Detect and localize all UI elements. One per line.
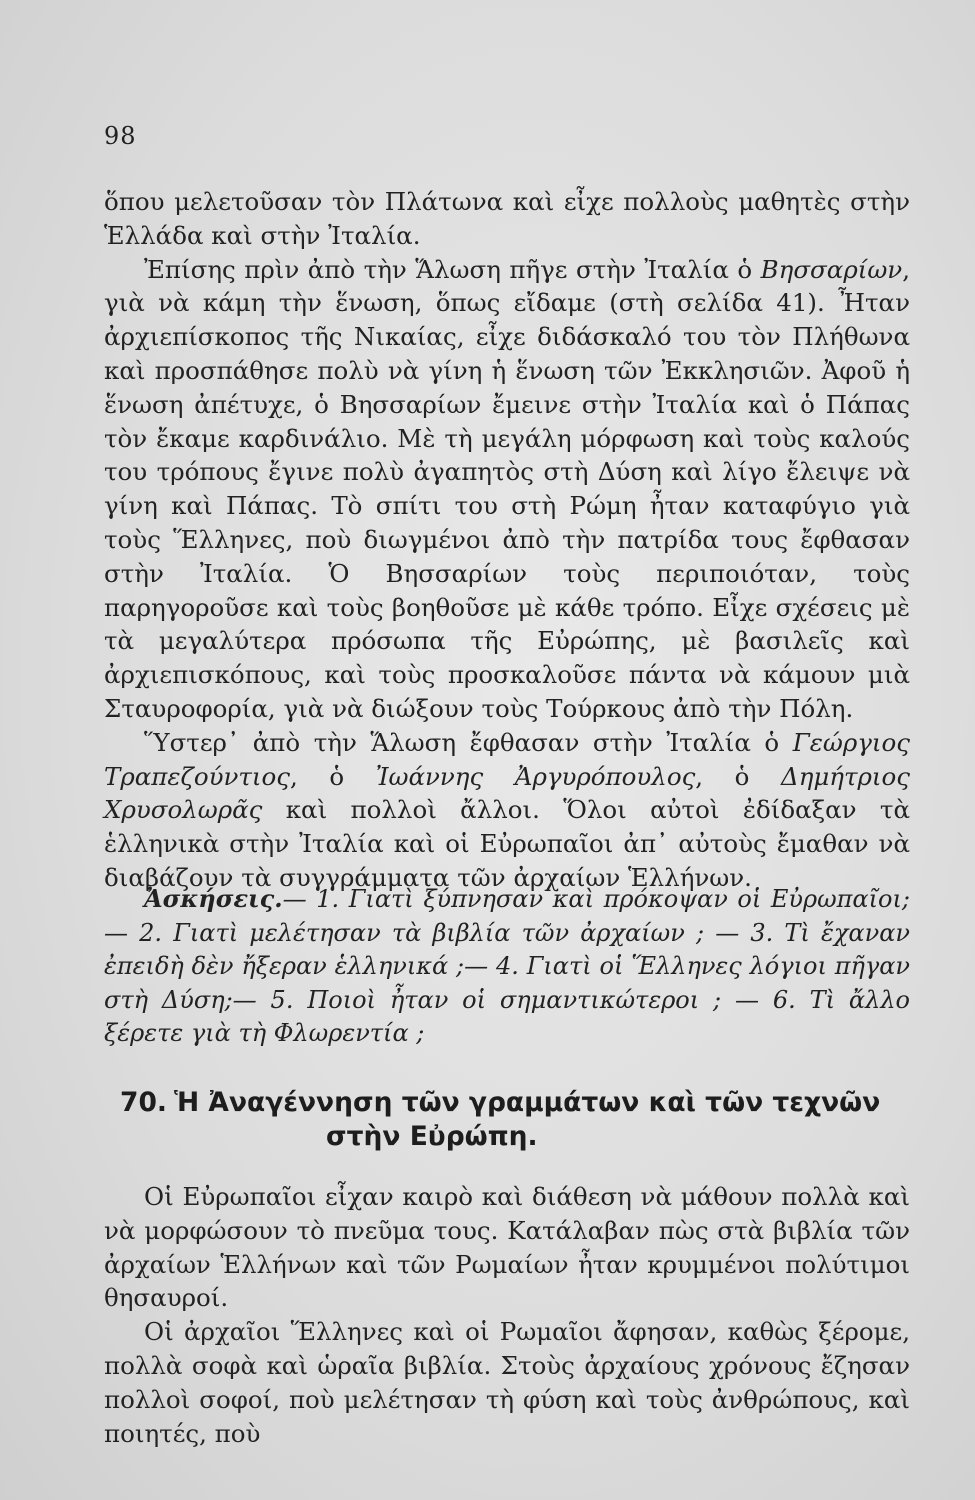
paragraph-europeans: Οἱ Εὐρωπαῖοι εἶχαν καιρὸ καὶ διάθεση νὰ μάθουν πολλὰ καὶ νὰ μορφώσουν τὸ πνεῦμα τους. Κατάλαβαν πὼς στὰ βιβλία τῶν ἀρχαίων Ἑλλήνων καὶ τῶν Ρωμαίων ἦταν κρυμμένοι πολύτιμοι θησαυροί. (104, 1182, 910, 1313)
section-title-line2: στὴν Εὐρώπη. (326, 1121, 538, 1152)
text-segment: Ὕστερ᾿ ἀπὸ τὴν Ἅλωση ἔφθασαν στὴν Ἰταλία ὁ (144, 727, 793, 757)
section-body (104, 1180, 910, 1450)
text-segment: , ὁ (290, 761, 376, 791)
page-number: 98 (104, 122, 137, 150)
exercises-text: — 1. Γιατὶ ξύπνησαν καὶ πρόκοψαν οἱ Εὐρωπαῖοι;— 2. Γιατὶ μελέτησαν τὰ βιβλία τῶν ἀρχαίων ; — 3. Τὶ ἔχαναν ἐπειδὴ δὲν ἤξεραν ἑλληνικά ;— 4. Γιατὶ οἱ Ἕλληνες λόγιοι πῆγαν στὴ Δύση;— 5. Ποιοὶ ἦταν οἱ σημαντικώτεροι ; — 6. Τὶ ἄλλο ξέρετε γιὰ τὴ Φλωρεντία ; (104, 885, 910, 1047)
paragraph-continuation: ὅπου μελετοῦσαν τὸν Πλάτωνα καὶ εἶχε πολλοὺς μαθητὲς στὴν Ἑλλάδα καὶ στὴν Ἰταλία. (104, 187, 910, 250)
main-text (104, 185, 910, 895)
paragraph-ancients: Οἱ ἀρχαῖοι Ἕλληνες καὶ οἱ Ρωμαῖοι ἄφησαν, καθὼς ξέρομε, πολλὰ σοφὰ καὶ ὡραῖα βιβλία. Στοὺς ἀρχαίους χρόνους ἔζησαν πολλοὶ σοφοί, ποὺ μελέτησαν τὴ φύση καὶ τοὺς ἀνθρώπους, καὶ ποιητές, ποὺ (104, 1317, 910, 1448)
paragraph-bessarion (104, 253, 910, 726)
text-segment: Ἐπίσης πρὶν ἀπὸ τὴν Ἅλωση πῆγε στὴν Ἰταλία ὁ (144, 254, 761, 284)
person-name: Βησσαρίων (760, 254, 903, 284)
exercises-label: Ἀσκήσεις. (144, 884, 283, 913)
exercises-paragraph (104, 882, 910, 1051)
section-number: 70. (120, 1087, 167, 1118)
section-title-line1: Ἡ Ἀναγέννηση τῶν γραμμάτων καὶ τῶν τεχνῶν (174, 1087, 881, 1118)
person-name: Δημήτριος Χρυσολωρᾶς (104, 761, 911, 825)
text-segment: καὶ πολλοὶ ἄλλοι. Ὅλοι αὐτοὶ ἐδίδαξαν τὰ ἑλληνικὰ στὴν Ἰταλία καὶ οἱ Εὐρωπαῖοι ἀπ᾿ αὐτοὺς ἔμαθαν νὰ διαβάζουν τὰ συγγράμματα τῶν ἀρχαίων Ἑλλήνων. (104, 795, 910, 892)
person-name: Ἰωάννης Ἀργυρόπουλος (375, 761, 696, 791)
text-segment: , ὁ (695, 761, 781, 791)
person-name: Γεώργιος Τραπεζούντιος (104, 727, 910, 791)
text-segment: , γιὰ νὰ κάμη τὴν ἕνωση, ὅπως εἴδαμε (στὴ σελίδα 41). Ἦταν ἀρχιεπίσκοπος τῆς Νικαίας, εἶχε διδάσκαλό του τὸν Πλήθωνα καὶ προσπάθησε πολὺ νὰ γίνη ἡ ἕνωση τῶν Ἐκκλησιῶν. Ἀφοῦ ἡ ἕνωση ἀπέτυχε, ὁ Βησσαρίων ἔμεινε στὴν Ἰταλία καὶ ὁ Πάπας τὸν ἔκαμε καρδινάλιο. Μὲ τὴ μεγάλη μόρφωση καὶ τοὺς καλούς του τρόπους ἔγινε πολὺ ἀγαπητὸς στὴ Δύση καὶ λίγο ἔλειψε νὰ γίνη καὶ Πάπας. Τὸ σπίτι του στὴ Ρώμη ἦταν καταφύγιο γιὰ τοὺς Ἕλληνες, ποὺ διωγμένοι ἀπὸ τὴν πατρίδα τους ἔφθασαν στὴν Ἰταλία. Ὁ Βησσαρίων τοὺς περιποιόταν, τοὺς παρηγοροῦσε καὶ τοὺς βοηθοῦσε μὲ κάθε τρόπο. Εἶχε σχέσεις μὲ τὰ μεγαλύτερα πρόσωπα τῆς Εὐρώπης, μὲ βασιλεῖς καὶ ἀρχιεπισκόπους, καὶ τοὺς προσκαλοῦσε πάντα νὰ κάμουν μιὰ Σταυροφορία, γιὰ νὰ διώξουν τοὺς Τούρκους ἀπὸ τὴν Πόλη. (104, 254, 910, 723)
exercises-section (104, 882, 910, 1051)
section-heading (104, 1086, 910, 1154)
paragraph-scholars (104, 726, 910, 895)
